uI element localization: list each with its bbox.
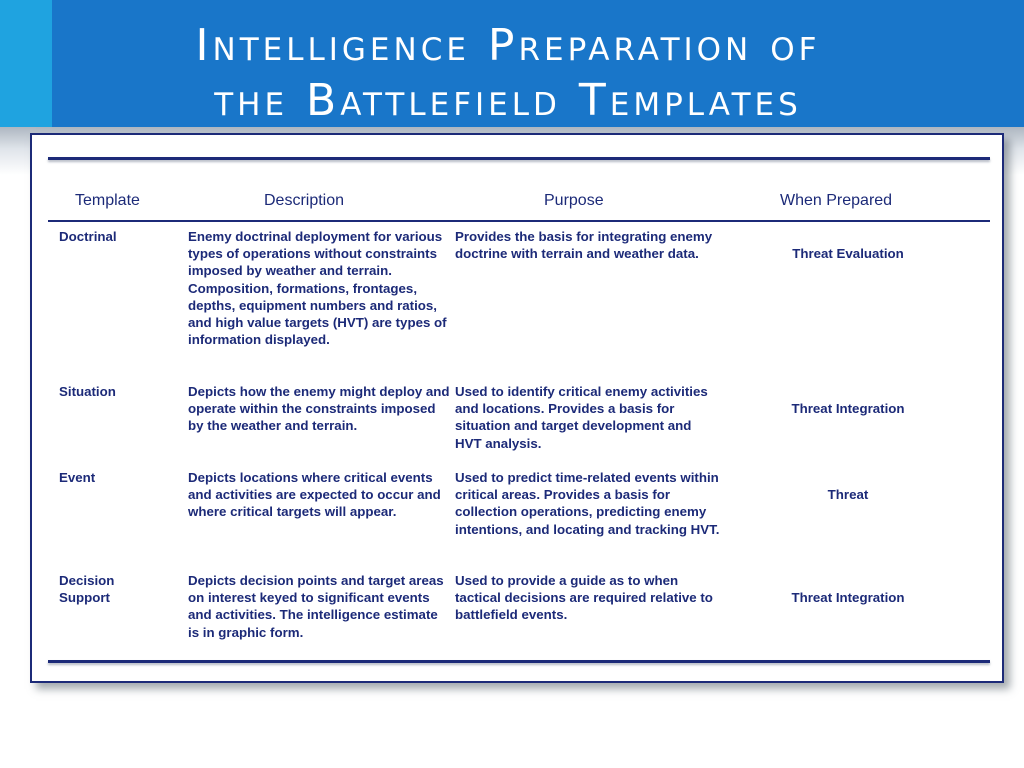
row-situation-template: Situation <box>59 384 116 399</box>
row-decision-support-description: Depicts decision points and target areas on interest keyed to significant events and activities. The intelligence estimate is in graphic form. <box>188 573 444 640</box>
column-header-description: Description <box>264 192 345 209</box>
table-header-rule <box>48 220 990 222</box>
row-event-purpose: Used to predict time-related events within critical areas. Provides a basis for collection operations, predicting enemy intentions, and locating and tracking HVT. <box>455 470 720 537</box>
row-decision-support-when-prepared: Threat Integration <box>791 590 905 605</box>
row-doctrinal-description: Enemy doctrinal deployment for various types of operations without constraints imposed by weather and terrain. Composition, formations, frontages, depths, equipment numbers and ratios, and high value targets (HVT) are types of information displayed. <box>188 229 447 348</box>
row-situation-when-prepared: Threat Integration <box>791 401 905 416</box>
row-situation-purpose: Used to identify critical enemy activities and locations. Provides a basis for situation and target development and HVT analysis. <box>455 384 708 451</box>
slide-title <box>118 18 898 128</box>
row-situation-description: Depicts how the enemy might deploy and operate within the constraints imposed by the weather and terrain. <box>188 384 450 434</box>
column-header-purpose: Purpose <box>544 192 604 209</box>
header-accent-bar <box>0 0 52 127</box>
column-header-template: Template <box>75 192 140 209</box>
table-bottom-rule <box>48 660 990 663</box>
row-event-when-prepared: Threat <box>827 487 869 502</box>
row-decision-support-purpose: Used to provide a guide as to when tactical decisions are required relative to battlefield events. <box>455 573 713 623</box>
slide-title-line-1: Intelligence Preparation of <box>195 20 821 71</box>
row-doctrinal-template: Doctrinal <box>59 229 117 244</box>
column-header-when-prepared: When Prepared <box>780 192 893 209</box>
row-decision-support-template: Decision Support <box>59 573 115 606</box>
row-event-description: Depicts locations where critical events and activities are expected to occur and where critical targets will appear. <box>188 470 441 520</box>
table-top-rule <box>48 157 990 160</box>
row-doctrinal-when-prepared: Threat Evaluation <box>792 246 904 261</box>
templates-table <box>30 133 1004 683</box>
row-event-template: Event <box>59 470 96 485</box>
row-doctrinal-purpose: Provides the basis for integrating enemy doctrine with terrain and weather data. <box>455 229 713 262</box>
slide-title-line-2: the Battlefield Templates <box>214 75 802 126</box>
